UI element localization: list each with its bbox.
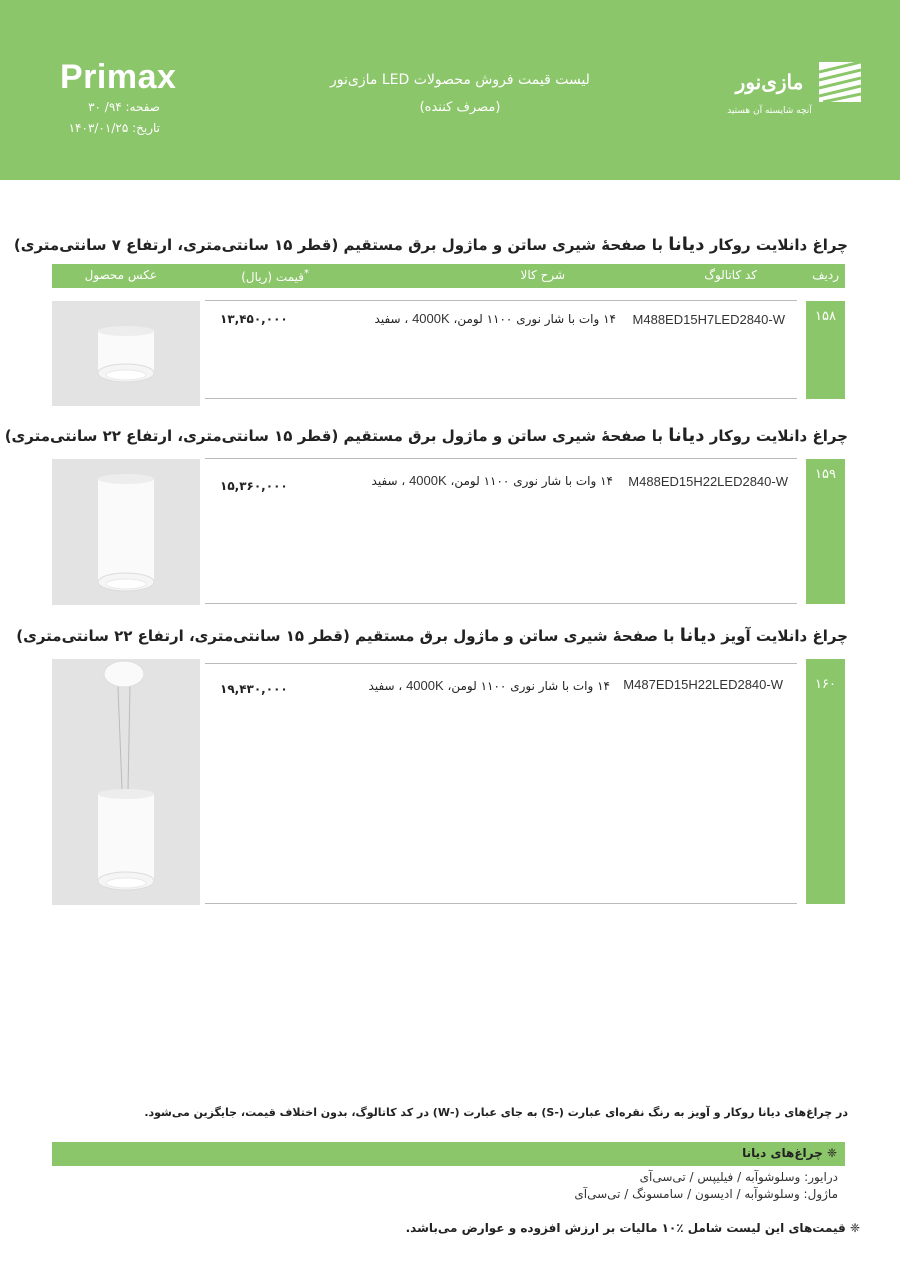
section-title-prefix: چراغ دانلایت روکار (704, 427, 848, 445)
catalog-code: M488ED15H22LED2840-W (628, 474, 788, 489)
column-price (241, 268, 309, 284)
product-name: دیانا (668, 425, 705, 446)
section-title-prefix: چراغ دانلایت روکار (704, 236, 848, 254)
row-index-cell (806, 659, 845, 904)
description-color: ، سفید (374, 312, 413, 326)
product-image-158 (52, 301, 200, 406)
product-description (375, 311, 616, 326)
color-temperature: 4000K (412, 311, 450, 326)
product-image-160 (52, 659, 200, 905)
product-name: دیانا (679, 625, 716, 646)
product-description (372, 473, 613, 488)
description-text: ۱۴ وات با شار نوری ۱۱۰۰ لومن، (446, 474, 613, 488)
section-title-prefix: چراغ دانلایت آویز (716, 627, 848, 645)
product-price: ۱۹,۴۳۰,۰۰۰ (220, 682, 288, 696)
description-color: ، سفید (368, 679, 407, 693)
row-divider (205, 663, 797, 664)
pendant-downlight-icon (52, 659, 200, 905)
section-title-160 (16, 625, 848, 646)
product-description (369, 678, 610, 693)
row-index: ۱۵۸ (815, 309, 836, 324)
row-divider (205, 300, 797, 301)
description-text: ۱۴ وات با شار نوری ۱۱۰۰ لومن، (449, 312, 616, 326)
catalog-code: M488ED15H7LED2840-W (632, 312, 785, 327)
row-divider (205, 903, 797, 904)
product-price: ۱۳,۴۵۰,۰۰۰ (220, 312, 288, 326)
section-title-158 (14, 234, 848, 255)
catalog-code: M487ED15H22LED2840-W (623, 677, 783, 692)
row-index: ۱۵۹ (815, 467, 836, 482)
tax-note: ❈ قیمت‌های این لیست شامل ٪۱۰ مالیات بر ارزش افزوده و عوارض می‌باشد. (405, 1221, 860, 1235)
module-brands: ماژول: وسلوشوآبه / ادیسون / سامسونگ / تی‌سی‌آی (574, 1187, 838, 1201)
logo-stripes-icon (819, 62, 861, 102)
group-title: ❈ چراغ‌های دیانا (742, 1146, 837, 1160)
logo-tagline: آنچه شایسته آن هستید (727, 106, 812, 116)
section-title-suffix: با صفحهٔ شیری ساتن و ماژول برق مستقیم (قطر ۱۵ سانتی‌متری، ارتفاع ۲۲ سانتی‌متری) (16, 627, 680, 645)
group-title-bar (52, 1142, 845, 1166)
header-banner (0, 0, 900, 180)
column-description: شرح کالا (520, 268, 565, 282)
surface-downlight-tall-icon (52, 459, 200, 605)
date-label: تاریخ: ۱۴۰۳/۰۱/۲۵ (68, 121, 160, 135)
description-text: ۱۴ وات با شار نوری ۱۱۰۰ لومن، (443, 679, 610, 693)
price-list-subtitle: (مصرف کننده) (419, 100, 501, 115)
price-footnote-mark: * (304, 268, 309, 279)
color-temperature: 4000K (409, 473, 447, 488)
column-header-bar (52, 264, 845, 288)
section-title-suffix: با صفحهٔ شیری ساتن و ماژول برق مستقیم (قطر ۱۵ سانتی‌متری، ارتفاع ۷ سانتی‌متری) (13, 236, 669, 254)
section-title-suffix: با صفحهٔ شیری ساتن و ماژول برق مستقیم (قطر ۱۵ سانتی‌متری، ارتفاع ۲۲ سانتی‌متری) (4, 427, 669, 445)
column-product-image: عکس محصول (84, 268, 157, 282)
row-divider (205, 603, 797, 604)
color-temperature: 4000K (406, 678, 444, 693)
row-index-cell (806, 459, 845, 604)
page-number: صفحه: ۹۴/ ۳۰ (88, 100, 160, 114)
column-catalog-code: کد کاتالوگ (704, 268, 757, 282)
company-logo (722, 62, 862, 126)
driver-brands: درایور: وسلوشوآبه / فیلیپس / تی‌سی‌آی (639, 1170, 838, 1184)
surface-downlight-icon (52, 301, 200, 406)
brand-name: Primax (60, 58, 177, 96)
logo-wordmark: مازی‌نور (735, 70, 804, 94)
row-divider (205, 398, 797, 399)
product-price: ۱۵,۳۶۰,۰۰۰ (220, 479, 288, 493)
product-name: دیانا (668, 234, 705, 255)
color-variant-note: در چراغ‌های دیانا روکار و آویز به رنگ نقره‌ای عبارت (-S) به جای عبارت (-W) در کد کاتالوگ، بدون اختلاف قیمت، جایگزین می‌شود. (144, 1106, 848, 1119)
row-index-cell (806, 301, 845, 399)
section-title-159 (5, 425, 848, 446)
column-price-label: قیمت (ریال) (241, 270, 304, 284)
product-image-159 (52, 459, 200, 605)
column-index: ردیف (812, 268, 839, 282)
row-index: ۱۶۰ (815, 677, 836, 692)
price-list-title: لیست قیمت فروش محصولات LED مازی‌نور (330, 72, 590, 88)
row-divider (205, 458, 797, 459)
description-color: ، سفید (371, 474, 410, 488)
